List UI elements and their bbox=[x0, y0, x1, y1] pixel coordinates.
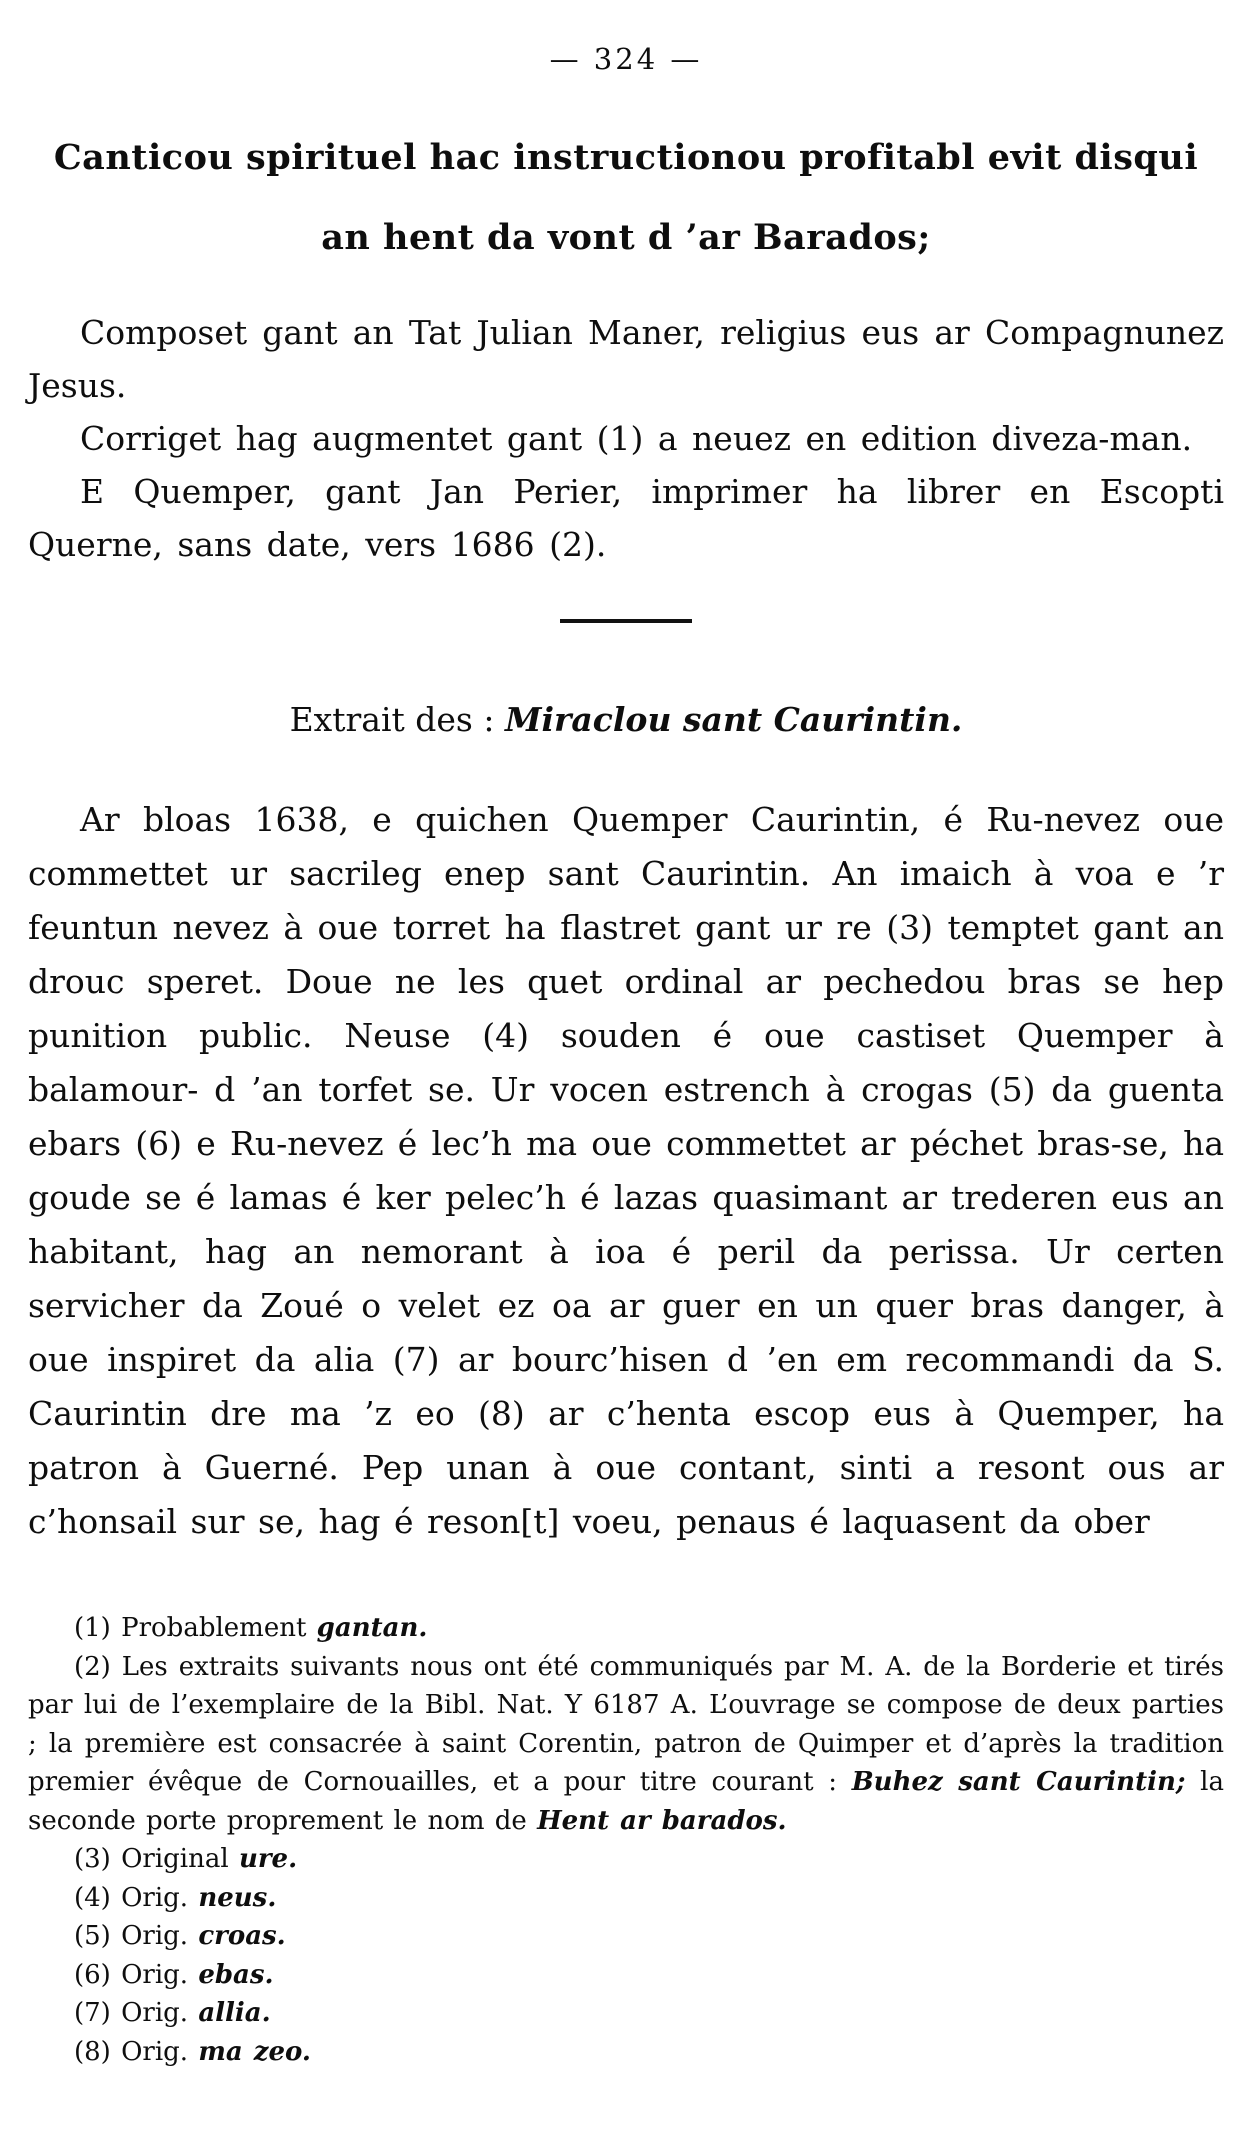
footnote-2 bbox=[28, 1648, 1224, 1841]
text-segment: allia. bbox=[198, 1998, 271, 2028]
text-segment: Hent ar barados. bbox=[537, 1805, 787, 1836]
text-segment: (6) Orig. bbox=[74, 1959, 199, 1990]
text-segment: (7) Orig. bbox=[74, 1998, 199, 2028]
footnote-1 bbox=[28, 1609, 1224, 1648]
document-title-line2: an hent da vont d ’ar Barados; bbox=[321, 217, 931, 258]
footnote-3 bbox=[28, 1840, 1224, 1879]
text-segment: (1) Probablement bbox=[74, 1613, 317, 1643]
text-segment: Extrait des : bbox=[289, 700, 505, 739]
text-segment: Miraclou sant Caurintin. bbox=[504, 700, 963, 739]
body-paragraph: Ar bloas 1638, e quichen Quemper Caurintin, é Ru-nevez oue commettet ur sacrileg enep sant Caurintin. An imaich à voa e ’r feuntun nevez à oue torret ha flastret gant ur re (3) temptet gant an drouc speret. Doue ne les quet ordinal ar pechedou bras se hep punition public. Neuse (4) souden é oue castiset Quemper à balamour- d ’an torfet se. Ur vocen estrench à crogas (5) da guenta ebars (6) e Ru-nevez é lec’h ma oue commettet ar péchet bras-se, ha goude se é lamas é ker pelec’h é lazas quasimant ar trederen eus an habitant, hag an nemorant à ioa é peril da perissa. Ur certen servicher da Zoué o velet ez oa ar guer en un quer bras danger, à oue inspiret da alia (7) ar bourc’hisen d ’en em recommandi da S. Caurintin dre ma ’z eo (8) ar c’henta escop eus à Quemper, ha patron à Guerné. Pep unan à oue contant, sinti a resont ous ar c’honsail sur se, hag é reson[t] voeu, penaus é laquasent da ober bbox=[28, 800, 1224, 1541]
text-segment: ure. bbox=[238, 1844, 298, 1874]
footnote-7 bbox=[28, 1994, 1224, 2033]
text-segment: gantan. bbox=[316, 1613, 428, 1643]
text-segment: ma zeo. bbox=[198, 2036, 311, 2067]
text-segment: croas. bbox=[198, 1921, 286, 1951]
intro-paragraph-composet: Composet gant an Tat Julian Maner, religius eus ar Compagnunez Jesus. bbox=[28, 313, 1224, 405]
text-segment: (5) Orig. bbox=[74, 1921, 199, 1951]
section-divider bbox=[560, 619, 692, 623]
document-title-line1: Canticou spirituel hac instructionou profitabl evit disqui bbox=[53, 137, 1199, 178]
footnote-5 bbox=[28, 1917, 1224, 1956]
text-segment: (3) Original bbox=[74, 1844, 239, 1874]
text-segment: (4) Orig. bbox=[74, 1882, 199, 1913]
footnote-6 bbox=[28, 1956, 1224, 1995]
footnotes-block bbox=[28, 1609, 1224, 2071]
page-number: — 324 — bbox=[549, 42, 703, 76]
text-segment: (8) Orig. bbox=[74, 2036, 199, 2067]
text-segment: la seconde porte proprement le nom de bbox=[28, 1767, 1224, 1836]
intro-paragraph-quemper: E Quemper, gant Jan Perier, imprimer ha librer en Escopti Querne, sans date, vers 1686 (2). bbox=[28, 472, 1224, 564]
footnote-8 bbox=[28, 2033, 1224, 2072]
extract-heading bbox=[28, 697, 1224, 743]
text-segment: (2) Les extraits suivants nous ont été communiqués par M. A. de la Borderie et tirés par lui de l’exemplaire de la Bibl. Nat. Y 6187 A. L’ouvrage se compose de deux parties ; la première est consacrée à saint Corentin, patron de Quimper et d’après la tradition premier évêque de Cornouailles, et a pour titre courant : bbox=[28, 1651, 1224, 1797]
text-segment: Buhez sant Caurintin; bbox=[851, 1767, 1186, 1797]
footnote-4 bbox=[28, 1879, 1224, 1918]
text-segment: neus. bbox=[198, 1882, 277, 1913]
intro-paragraph-corriget: Corriget hag augmentet gant (1) a neuez en edition diveza-man. bbox=[80, 419, 1193, 458]
text-segment: ebas. bbox=[198, 1959, 274, 1990]
document-title bbox=[28, 118, 1224, 278]
